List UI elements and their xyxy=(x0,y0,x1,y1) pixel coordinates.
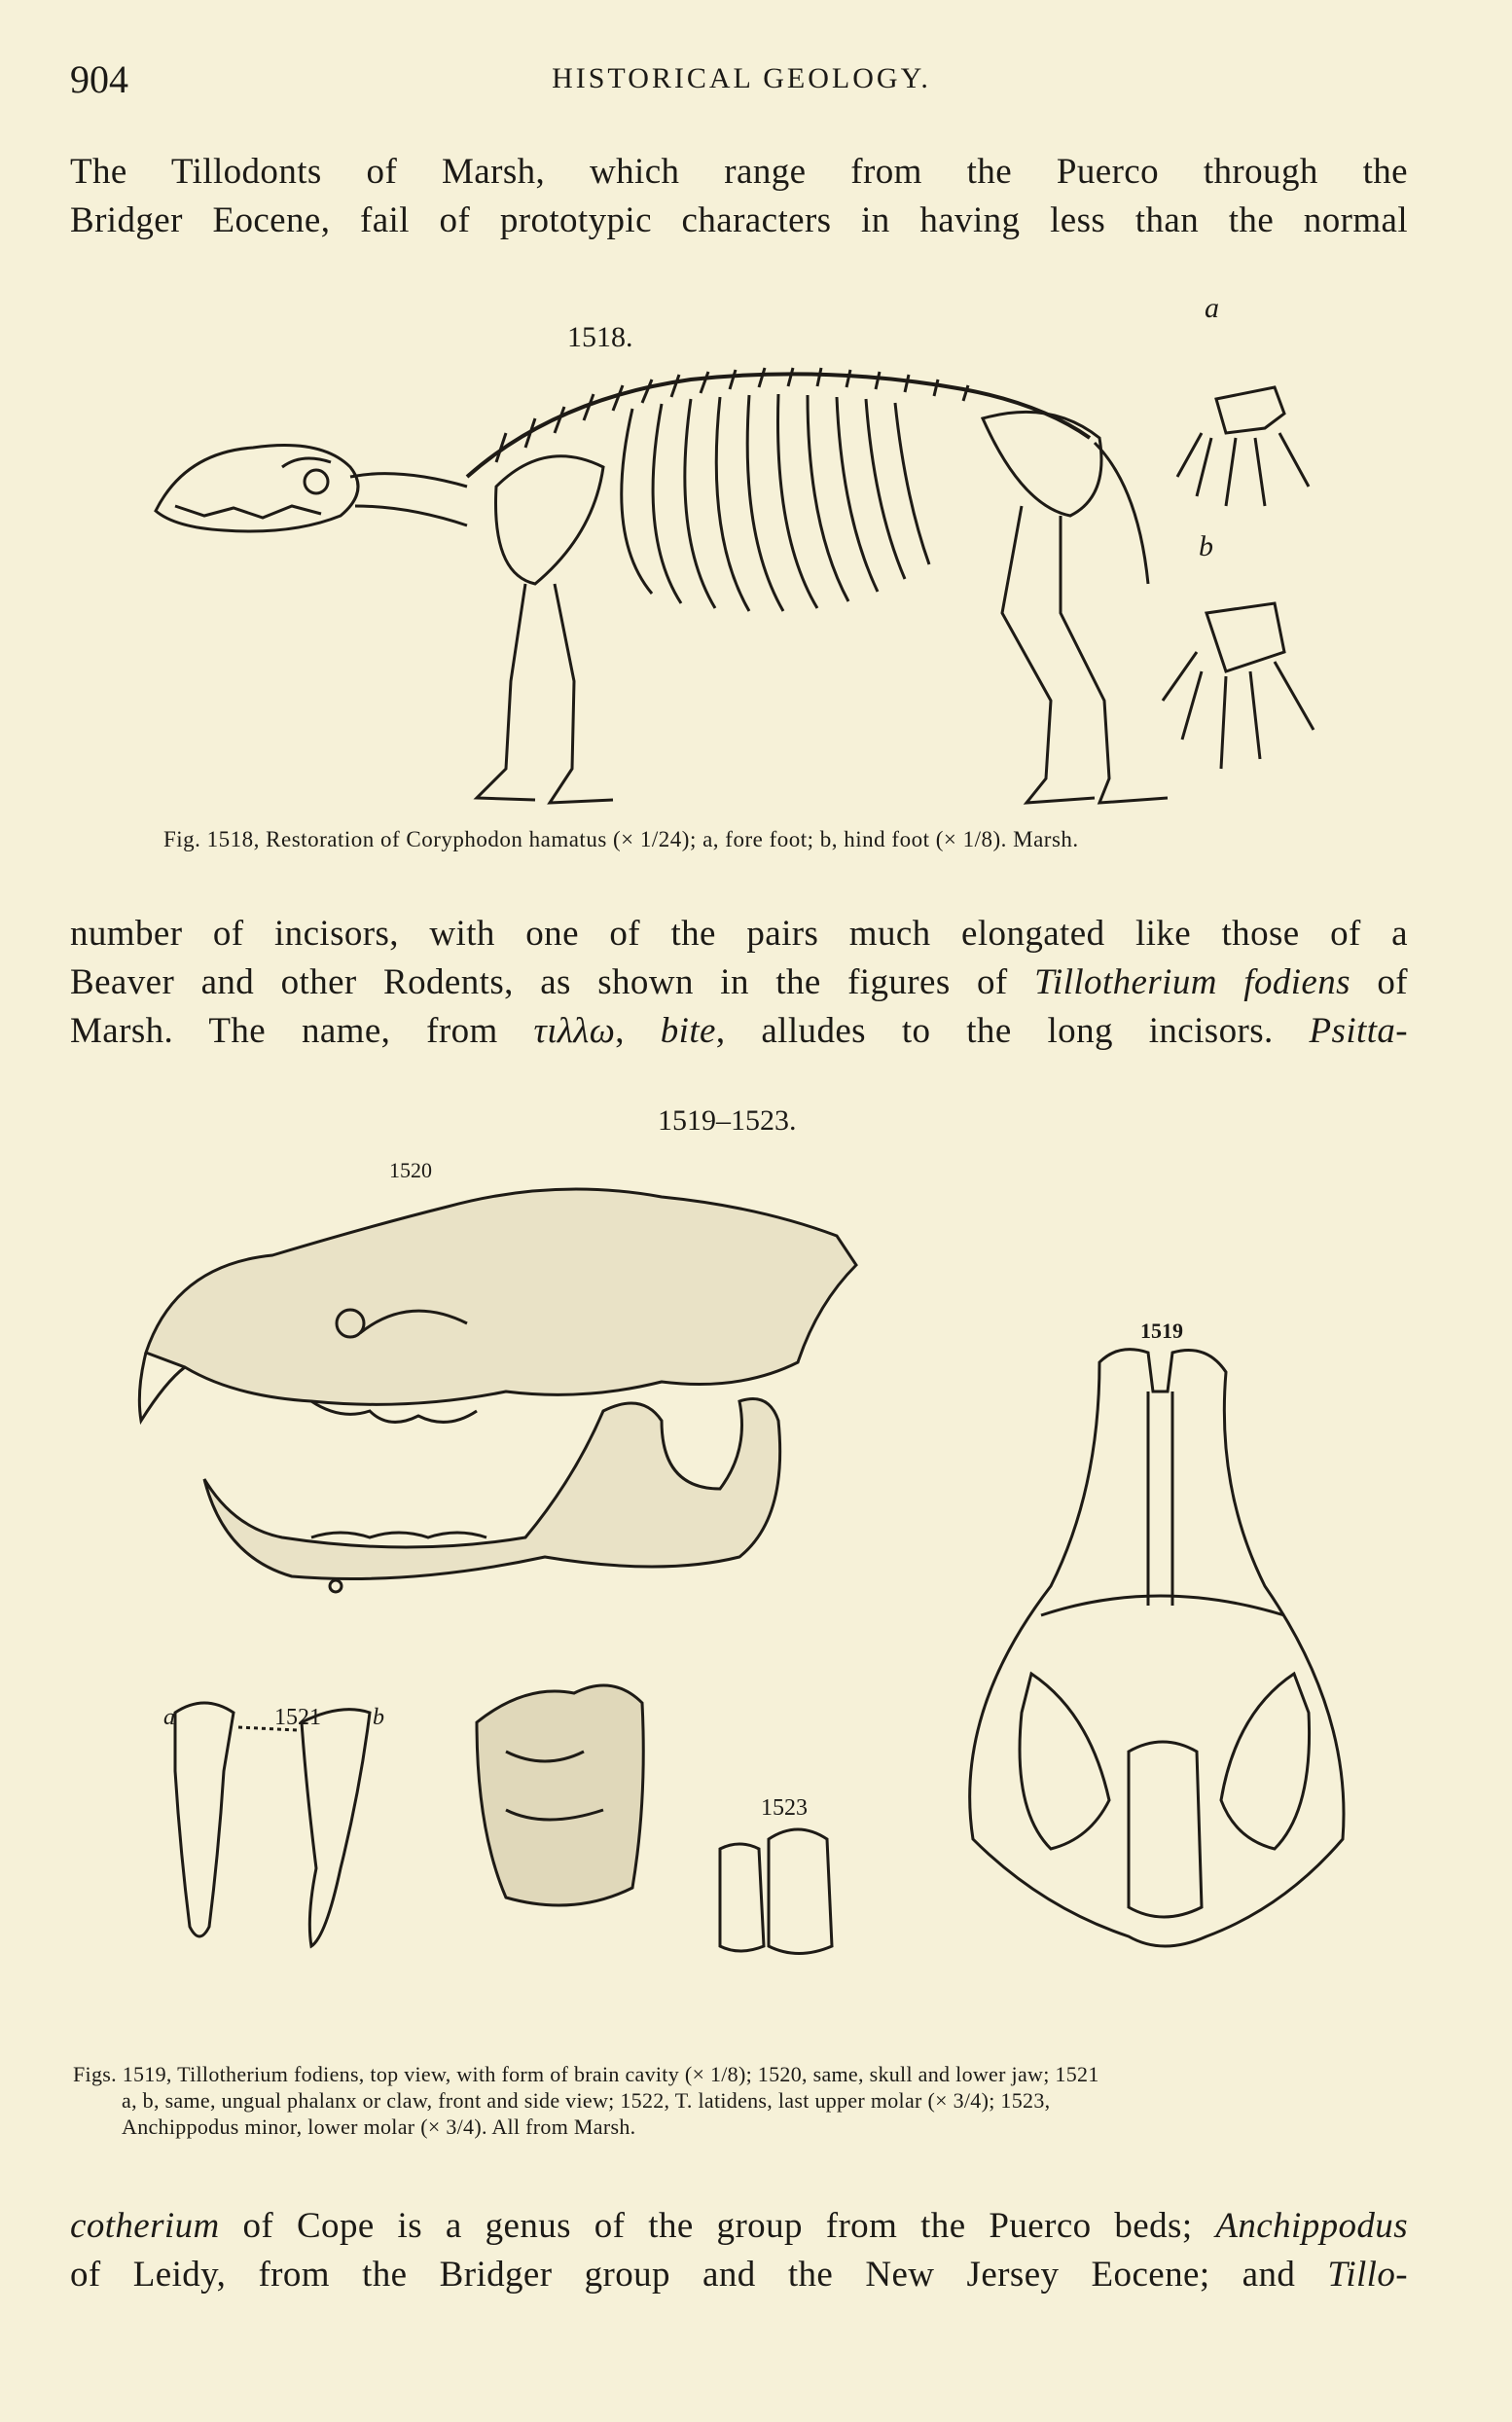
figure-1518-caption xyxy=(163,827,1350,852)
paragraph-1-line-2: Bridger Eocene, fail of prototypic characters in having less than the normal xyxy=(70,200,1408,240)
paragraph-2-line-3 xyxy=(70,1007,1408,1056)
coryphodon-skeleton-illustration xyxy=(146,360,1343,808)
paragraph-2-line-2 xyxy=(70,958,1408,1007)
genus-tillotherium: Tillo- xyxy=(1327,2255,1408,2295)
figures-caption-line-2: a, b, same, ungual phalanx or claw, front and side view; 1522, T. latidens, last upper molar (× 3/4); 1523, xyxy=(122,2088,1051,2113)
figures-caption-line-3: Anchippodus minor, lower molar (× 3/4). All from Marsh. xyxy=(122,2115,636,2139)
paragraph-1-line-1: The Tillodonts of Marsh, which range from the Puerco through the xyxy=(70,152,1408,192)
genus-psittacotherium: cotherium xyxy=(70,2206,220,2246)
page-number: 904 xyxy=(70,57,128,101)
tillotherium-figures-illustration xyxy=(117,1168,1372,2034)
species-name: Tillotherium fodiens xyxy=(1034,962,1350,1002)
label-1521-a: a xyxy=(163,1705,175,1730)
label-1523: 1523 xyxy=(761,1795,808,1821)
paragraph-2 xyxy=(70,910,1408,1056)
genus-anchippodus: Anchippodus xyxy=(1215,2206,1408,2246)
label-1519: 1519 xyxy=(1140,1319,1183,1343)
paragraph-2-line-3-rest: , alludes to the long incisors. xyxy=(715,1011,1310,1051)
running-title: HISTORICAL GEOLOGY. xyxy=(552,62,931,94)
paragraph-2-line-2-end: of xyxy=(1350,962,1408,1002)
paragraph-3-line-1-text: of Cope is a genus of the group from the Puerco beds; xyxy=(219,2206,1216,2246)
figure-1518-label-a: a xyxy=(1205,292,1219,324)
figure-1518-number: 1518. xyxy=(567,321,633,353)
figures-caption-line-1: Figs. 1519, Tillotherium fodiens, top view, with form of brain cavity (× 1/8); 1520, same, skull and lower jaw; 1521 xyxy=(73,2062,1099,2086)
word-bite: bite xyxy=(660,1011,716,1051)
greek-word: τιλλω xyxy=(533,1011,616,1051)
figures-1519-caption xyxy=(73,2061,1421,2140)
paragraph-2-line-2-text: Beaver and other Rodents, as shown in the figures of xyxy=(70,962,1035,1002)
paragraph-3-line-2-text: of Leidy, from the Bridger group and the New Jersey Eocene; and xyxy=(70,2255,1328,2295)
label-1521: 1521 xyxy=(274,1705,321,1730)
figure-1518-label-b: b xyxy=(1199,530,1213,562)
paragraph-3-line-1 xyxy=(70,2202,1408,2251)
paragraph-1 xyxy=(70,148,1408,245)
paragraph-2-line-3-end: Psitta- xyxy=(1309,1011,1408,1051)
paragraph-2-line-3-text: Marsh. The name, from xyxy=(70,1011,534,1051)
running-head xyxy=(70,56,1413,105)
paragraph-3 xyxy=(70,2202,1408,2299)
label-1521-b: b xyxy=(373,1705,384,1730)
paragraph-3-line-2 xyxy=(70,2251,1408,2299)
paragraph-2-line-3-sep: , xyxy=(615,1011,661,1051)
paragraph-2-line-1: number of incisors, with one of the pairs much elongated like those of a xyxy=(70,914,1408,954)
figures-range-title: 1519–1523. xyxy=(658,1104,797,1137)
figure-1518-caption-text: Fig. 1518, Restoration of Coryphodon hamatus (× 1/24); a, fore foot; b, hind foot (× 1/8). Marsh. xyxy=(163,827,1079,851)
label-1520: 1520 xyxy=(389,1158,432,1182)
